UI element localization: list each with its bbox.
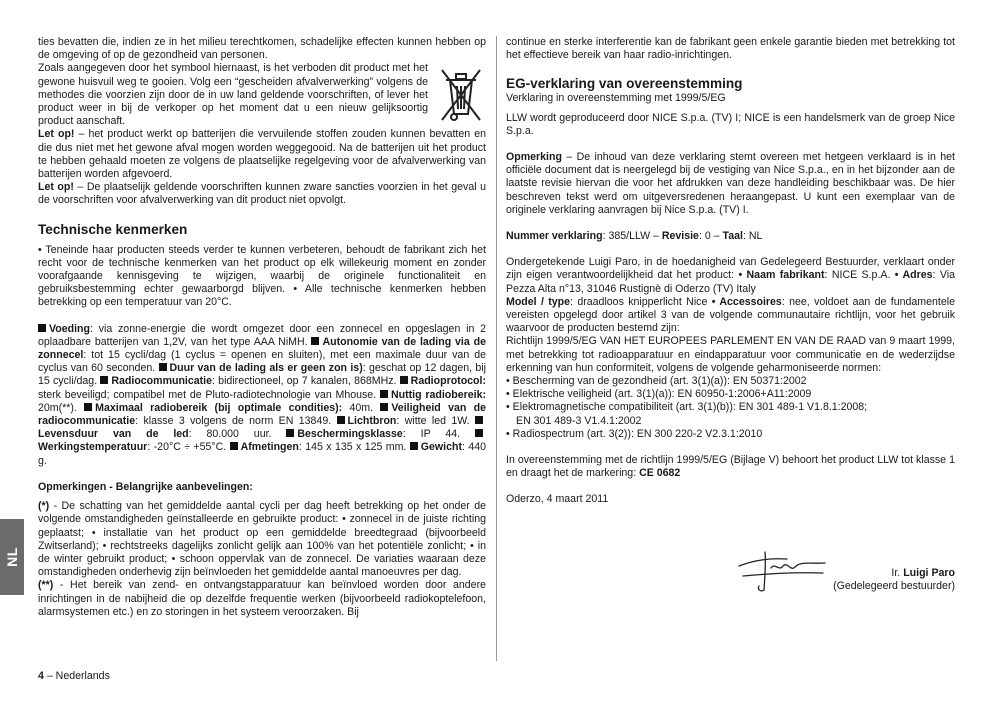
spec-label: Nuttig radiobereik: — [390, 388, 486, 401]
tech-heading: Technische kenmerken — [38, 221, 188, 237]
let-op-paragraph-1: Let op! – het product werkt op batterijen die vervuilende stoffen zouden kunnen bevatten en die dus niet met het gewone afval mogen worden weggegooid. Na de batterijen uit het product te hebben gehaald moeten ze volgens de plaatselijke regelgeving voor de afvalverwerking van batterijen worden afgevoerd. — [38, 128, 486, 181]
spec-label: Voeding — [49, 322, 90, 335]
spec-label: Afmetingen — [240, 441, 299, 454]
directive-paragraph: Richtlijn 1999/5/EG VAN HET EUROPEES PARLEMENT EN VAN DE RAAD van 9 maart 1999, met betrekking tot radioapparatuur en eindapparatuur voor communicatie en de wederzijdse erkenning van hun conformiteit, volgens de volgende geharmoniseerde normen: — [506, 335, 955, 374]
spec-label: Veiligheid van de radiocommunicatie — [38, 401, 486, 428]
norm-item-continuation: EN 301 489-3 V1.4.1:2002 — [516, 414, 642, 427]
page-footer — [38, 670, 110, 682]
eg-heading: EG-verklaring van overeenstemming — [506, 76, 743, 92]
bullet-square-icon — [400, 376, 408, 384]
bullet-square-icon — [337, 416, 345, 424]
norm-item: • Elektrische veiligheid (art. 3(1)(a)): EN 60950-1:2006+A11:2009 — [506, 388, 812, 401]
right-column — [506, 36, 955, 593]
spec-label: Duur van de lading als er geen zon is) — [169, 362, 363, 375]
bullet-square-icon — [38, 324, 46, 332]
spec-value: : 80.000 uur. — [188, 428, 287, 441]
spec-label: Radiocommunicatie — [111, 375, 213, 388]
spec-label: Radioprotocol: — [410, 375, 486, 388]
bullet-square-icon — [410, 442, 418, 450]
specs-paragraph — [38, 323, 486, 468]
model-paragraph: Model / type: draadloos knipperlicht Nice • Accessoires: nee, voldoet aan de fundamentele vereisten opgelegd door artikel 3 van de volgende communautaire richtlijn, voor het gebruik waarvoor de producten bestemd zijn: — [506, 295, 955, 335]
intro-paragraph: ties bevatten die, indien ze in het milieu terechtkomen, schadelijke effecten kunnen hebben op de omgeving of op de gezondheid van personen. — [38, 36, 486, 62]
handwritten-signature — [735, 546, 827, 594]
spec-value: 40m. — [342, 401, 381, 414]
spec-label: Levensduur van de led — [38, 428, 189, 441]
language-tab — [0, 519, 24, 595]
bullet-square-icon — [159, 363, 167, 371]
spec-label: Lichtbron — [347, 415, 397, 428]
bullet-square-icon — [84, 403, 92, 411]
spec-value: : 145 x 135 x 125 mm. — [298, 441, 410, 454]
eg-subheading: Verklaring in overeenstemming met 1999/5/EG — [506, 92, 726, 105]
footer-language: – Nederlands — [43, 670, 110, 682]
remark-1-paragraph: (*) - De schatting van het gemiddelde aantal cycli per dag heeft betrekking op het onder de volgende omstandigheden geïnstalleerde en gebruikte product: • zonnecel in de juiste richting geplaatst; • installatie van het product op een gemiddelde breedtegraad (bijvoorbeeld Zwitserland); • rechtstreeks dagelijks zonlicht gelijk aan 100% van het potentiële zonlicht; • in de winter gebruikt product; • schoon oppervlak van de zonnecel. De variaties waaraan deze omstandigheden onderhevig zijn beïnvloeden het gemiddelde aantal manoeuvres per dag. — [38, 500, 486, 579]
spec-label: Werkingstemperatuur — [38, 441, 148, 454]
spec-value: 20m(**). — [38, 401, 85, 414]
llw-paragraph: LLW wordt geproduceerd door NICE S.p.a. (TV) I; NICE is een handelsmerk van de groep Nice S.p.a. — [506, 111, 955, 137]
weee-block — [38, 62, 486, 128]
norm-item: • Radiospectrum (art. 3(2)): EN 300 220-2 V2.3.1:2010 — [506, 427, 763, 440]
spec-value: : via zonne-energie die wordt omgezet door een zonnecel en opgeslagen in 2 oplaadbare batterijen van 1,2V, van het type AAA NiMH. — [38, 322, 486, 348]
spec-value: : geschat op 12 dagen, bij 15 cycli/dag. — [38, 362, 486, 388]
spec-value: : witte led 1W. — [396, 415, 475, 428]
bullet-square-icon — [100, 376, 108, 384]
page-number: 4 — [38, 670, 44, 682]
conformity-paragraph: In overeenstemming met de richtlijn 1999/5/EG (Bijlage V) behoort het product LLW tot klasse 1 en draagt het de markering: CE 0682 — [506, 454, 955, 480]
remark-2-paragraph: (**) - Het bereik van zend- en ontvangstapparatuur kan beïnvloed worden door andere inrichtingen in de nabijheid die op dezelfde frequentie werken (bijvoorbeeld radiokoptelefoon, alarmsystemen etc.) en zo storingen in het systeem veroorzaken. Bij — [38, 579, 486, 618]
declaration-number: Nummer verklaring: 385/LLW – Revisie: 0 – Taal: NL — [506, 230, 763, 243]
norms-list — [506, 375, 955, 441]
signature-block — [735, 546, 955, 596]
bullet-square-icon — [286, 429, 294, 437]
spec-value: : -20°C ÷ +55°C. — [147, 441, 230, 454]
norm-item: • Bescherming van de gezondheid (art. 3(1)(a)): EN 50371:2002 — [506, 375, 807, 388]
bullet-square-icon — [380, 390, 388, 398]
norm-item: • Elektromagnetische compatibiliteit (art. 3(1)(b)): EN 301 489-1 V1.8.1:2008; — [506, 401, 868, 414]
spec-label: Maximaal radiobereik (bij optimale condities): — [95, 401, 343, 414]
continuation-paragraph: continue en sterke interferentie kan de fabrikant geen enkele garantie bieden met betrekking tot het effectieve bereik van haar radio-inrichtingen. — [506, 36, 955, 62]
signatory: Ir. Luigi Paro (Gedelegeerd bestuurder) — [833, 567, 955, 593]
spec-value: : tot 15 cycli/dag (1 cyclus = openen en sluiten), met een maximale duur van de cyclus van 60 seconden. — [38, 349, 486, 375]
crossed-out-bin-icon — [436, 64, 486, 124]
declaration-paragraph: Ondergetekende Luigi Paro, in de hoedanigheid van Gedelegeerd Bestuurder, verklaart onder zijn eigen verantwoordelijkheid dat het product: • Naam fabrikant: NICE S.p.A. • Adres: Via Pezza Alta n°13, 31046 Rustignè di Oderzo (TV) Italy — [506, 256, 955, 295]
spec-label: Autonomie van de lading via de zonnecel — [38, 335, 486, 362]
spec-value: : bidirectioneel, op 7 kanalen, 868MHz. — [212, 375, 400, 388]
spec-value: : 440 g. — [38, 441, 487, 467]
weee-paragraph: Zoals aangegeven door het symbool hiernaast, is het verboden dit product met het gewone huisvuil weg te gooien. Volg een “gescheiden afvalverwerking” volgens de methodes die voorzien zijn door de in uw land geldende voorschriften, of lever het product weer in bij de verkoper op het moment dat u een nieuw gelijksoortig product aanschaft. — [38, 62, 428, 128]
place-date: Oderzo, 4 maart 2011 — [506, 493, 609, 506]
bullet-square-icon — [311, 337, 319, 345]
spec-label: Gewicht — [420, 441, 462, 454]
spec-label: Beschermingsklasse — [297, 428, 403, 441]
column-divider — [496, 36, 497, 661]
spec-value: sterk beveiligd; compatibel met de Pluto-radiotechnologie van Mhouse. — [38, 388, 380, 401]
bullet-square-icon — [230, 442, 238, 450]
bullet-square-icon — [475, 416, 483, 424]
bullet-square-icon — [475, 429, 483, 437]
note-paragraph: Opmerking – De inhoud van deze verklaring stemt overeen met hetgeen verklaard is in het officiële document dat is neergelegd bij de vestiging van Nice S.p.a., en in het bijzonder aan de laatste revisie hiervan die voor het afdrukken van deze handleiding beschikbaar was. De hier beschreven tekst werd om uitgeversredenen heraangepast. U kunt een exemplaar van de originele verklaring aanvragen bij Nice S.p.a. (TV) I. — [506, 151, 955, 216]
spec-value: : IP 44. — [402, 428, 475, 441]
bullet-square-icon — [380, 403, 388, 411]
remarks-heading: Opmerkingen - Belangrijke aanbevelingen: — [38, 480, 253, 493]
let-op-paragraph-2: Let op! – De plaatselijk geldende voorschriften kunnen zware sancties voorzien in het geval u de voorschriften voor afvalverwerking van dit product niet opvolgt. — [38, 181, 486, 207]
spec-value: : klasse 3 volgens de norm EN 13849. — [135, 415, 337, 428]
language-tab-label: NL — [3, 547, 20, 567]
ce-mark: CE 0682 — [639, 467, 681, 480]
tech-intro-paragraph: • Teneinde haar producten steeds verder te kunnen verbeteren, behoudt de fabrikant zich het recht voor de technische kenmerken van het product op elk willekeurig moment en zonder voorafgaande kennisgeving te wijzigen, waarbij de originele functionaliteit en gebruiksbestemming echter gewaarborgd blijven. • Alle technische kenmerken hebben betrekking op een temperatuur van 20°C. — [38, 243, 486, 309]
left-column — [38, 36, 486, 619]
